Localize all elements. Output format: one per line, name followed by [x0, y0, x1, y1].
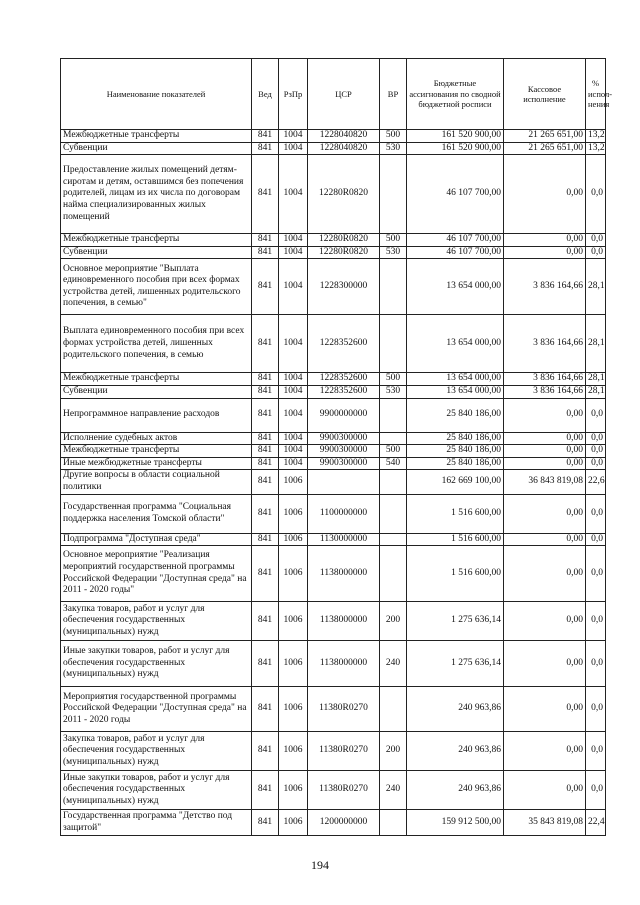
cell-ved: 841	[252, 432, 279, 445]
cell-ved: 841	[252, 398, 279, 432]
cell-vr: 200	[380, 732, 407, 771]
cell-percent: 13,2	[586, 130, 606, 143]
cell-ved: 841	[252, 385, 279, 398]
cell-vr	[380, 687, 407, 732]
cell-ved: 841	[252, 470, 279, 494]
cell-budget: 240 963,86	[407, 732, 504, 771]
cell-rzpr: 1004	[279, 373, 308, 386]
cell-csr: 1200000000	[308, 810, 380, 836]
cell-vr: 200	[380, 602, 407, 641]
cell-name: Межбюджетные трансферты	[61, 234, 252, 247]
cell-csr: 9900300000	[308, 432, 380, 445]
cell-rzpr: 1004	[279, 142, 308, 155]
cell-cash: 0,00	[504, 546, 586, 602]
table-row	[61, 234, 606, 247]
cell-name: Предоставление жилых помещений детям-сиротам и детям, оставшимся без попечения родителей, лицам из их числа по договорам найма специализированных жилых помещений	[61, 155, 252, 234]
cell-percent: 28,1	[586, 315, 606, 373]
cell-name: Мероприятия государственной программы Российской Федерации "Доступная среда" на 2011 - 2020 годы	[61, 687, 252, 732]
header-percent: % испол-нения	[586, 59, 606, 130]
cell-percent: 22,6	[586, 470, 606, 494]
cell-cash: 0,00	[504, 246, 586, 259]
cell-name: Выплата единовременного пособия при всех формах устройства детей, лишенных родительского попечения, в семью	[61, 315, 252, 373]
cell-rzpr: 1004	[279, 130, 308, 143]
cell-ved: 841	[252, 315, 279, 373]
cell-cash: 21 265 651,00	[504, 130, 586, 143]
cell-rzpr: 1004	[279, 432, 308, 445]
cell-ved: 841	[252, 533, 279, 546]
cell-name: Государственная программа "Детство под защитой"	[61, 810, 252, 836]
cell-cash: 0,00	[504, 432, 586, 445]
table-row	[61, 546, 606, 602]
cell-rzpr: 1006	[279, 602, 308, 641]
cell-percent: 0,0	[586, 533, 606, 546]
cell-budget: 46 107 700,00	[407, 234, 504, 247]
cell-vr	[380, 470, 407, 494]
cell-percent: 0,0	[586, 732, 606, 771]
cell-percent: 28,1	[586, 373, 606, 386]
cell-vr: 500	[380, 234, 407, 247]
cell-csr: 1228300000	[308, 259, 380, 315]
cell-percent: 0,0	[586, 457, 606, 470]
cell-vr: 530	[380, 385, 407, 398]
cell-vr: 500	[380, 445, 407, 458]
cell-ved: 841	[252, 155, 279, 234]
cell-percent: 0,0	[586, 155, 606, 234]
cell-percent: 0,0	[586, 602, 606, 641]
cell-percent: 0,0	[586, 432, 606, 445]
cell-cash: 3 836 164,66	[504, 315, 586, 373]
cell-budget: 1 516 600,00	[407, 546, 504, 602]
cell-vr: 530	[380, 142, 407, 155]
cell-csr: 11380R0270	[308, 771, 380, 810]
cell-budget: 46 107 700,00	[407, 155, 504, 234]
table-row	[61, 155, 606, 234]
cell-ved: 841	[252, 373, 279, 386]
cell-name: Межбюджетные трансферты	[61, 373, 252, 386]
cell-cash: 0,00	[504, 641, 586, 687]
cell-percent: 28,1	[586, 385, 606, 398]
cell-percent: 13,2	[586, 142, 606, 155]
cell-ved: 841	[252, 246, 279, 259]
cell-name: Межбюджетные трансферты	[61, 130, 252, 143]
cell-vr: 500	[380, 373, 407, 386]
cell-ved: 841	[252, 546, 279, 602]
cell-budget: 46 107 700,00	[407, 246, 504, 259]
cell-vr: 540	[380, 457, 407, 470]
cell-rzpr: 1006	[279, 641, 308, 687]
header-csr: ЦСР	[308, 59, 380, 130]
cell-vr	[380, 259, 407, 315]
cell-rzpr: 1006	[279, 687, 308, 732]
cell-ved: 841	[252, 142, 279, 155]
cell-ved: 841	[252, 687, 279, 732]
cell-name: Непрограммное направление расходов	[61, 398, 252, 432]
cell-rzpr: 1004	[279, 234, 308, 247]
cell-name: Другие вопросы в области социальной политики	[61, 470, 252, 494]
cell-vr	[380, 546, 407, 602]
table-row	[61, 641, 606, 687]
cell-budget: 1 516 600,00	[407, 533, 504, 546]
table-row	[61, 457, 606, 470]
cell-cash: 3 836 164,66	[504, 373, 586, 386]
cell-rzpr: 1004	[279, 315, 308, 373]
cell-budget: 25 840 186,00	[407, 445, 504, 458]
cell-name: Подпрограмма "Доступная среда"	[61, 533, 252, 546]
cell-percent: 0,0	[586, 687, 606, 732]
cell-percent: 0,0	[586, 641, 606, 687]
cell-cash: 0,00	[504, 398, 586, 432]
cell-csr: 12280R0820	[308, 246, 380, 259]
cell-name: Закупка товаров, работ и услуг для обеспечения государственных (муниципальных) нужд	[61, 602, 252, 641]
table-row	[61, 771, 606, 810]
table-row	[61, 246, 606, 259]
cell-rzpr: 1004	[279, 155, 308, 234]
table-header-row	[61, 59, 606, 130]
cell-cash: 0,00	[504, 494, 586, 533]
cell-budget: 1 275 636,14	[407, 641, 504, 687]
cell-name: Иные закупки товаров, работ и услуг для обеспечения государственных (муниципальных) нужд	[61, 641, 252, 687]
table-row	[61, 810, 606, 836]
cell-name: Основное мероприятие "Выплата единовременного пособия при всех формах устройства детей, лишенных родительского попечения, в семью"	[61, 259, 252, 315]
cell-csr: 9900300000	[308, 445, 380, 458]
cell-budget: 159 912 500,00	[407, 810, 504, 836]
cell-rzpr: 1004	[279, 398, 308, 432]
cell-csr: 1228040820	[308, 142, 380, 155]
cell-ved: 841	[252, 810, 279, 836]
cell-rzpr: 1006	[279, 810, 308, 836]
cell-name: Основное мероприятие "Реализация мероприятий государственной программы Российской Федерации "Доступная среда" на 2011 - 2020 годы"	[61, 546, 252, 602]
cell-percent: 0,0	[586, 398, 606, 432]
cell-budget: 25 840 186,00	[407, 398, 504, 432]
cell-cash: 0,00	[504, 457, 586, 470]
cell-rzpr: 1006	[279, 533, 308, 546]
cell-budget: 25 840 186,00	[407, 432, 504, 445]
cell-budget: 1 275 636,14	[407, 602, 504, 641]
cell-cash: 0,00	[504, 445, 586, 458]
table-row	[61, 373, 606, 386]
cell-vr: 240	[380, 771, 407, 810]
cell-budget: 240 963,86	[407, 687, 504, 732]
cell-name: Иные закупки товаров, работ и услуг для обеспечения государственных (муниципальных) нужд	[61, 771, 252, 810]
cell-csr: 1138000000	[308, 641, 380, 687]
cell-budget: 13 654 000,00	[407, 259, 504, 315]
cell-cash: 35 843 819,08	[504, 810, 586, 836]
cell-cash: 0,00	[504, 687, 586, 732]
cell-rzpr: 1004	[279, 385, 308, 398]
cell-percent: 0,0	[586, 445, 606, 458]
table-row	[61, 398, 606, 432]
cell-ved: 841	[252, 445, 279, 458]
page-number: 194	[311, 858, 329, 872]
cell-percent: 0,0	[586, 234, 606, 247]
cell-vr	[380, 155, 407, 234]
cell-ved: 841	[252, 234, 279, 247]
cell-rzpr: 1004	[279, 246, 308, 259]
cell-csr: 9900000000	[308, 398, 380, 432]
cell-name: Исполнение судебных актов	[61, 432, 252, 445]
cell-vr: 530	[380, 246, 407, 259]
table-row	[61, 602, 606, 641]
cell-percent: 0,0	[586, 546, 606, 602]
cell-rzpr: 1006	[279, 494, 308, 533]
cell-ved: 841	[252, 259, 279, 315]
cell-budget: 1 516 600,00	[407, 494, 504, 533]
cell-cash: 0,00	[504, 602, 586, 641]
cell-ved: 841	[252, 602, 279, 641]
cell-name: Государственная программа "Социальная поддержка населения Томской области"	[61, 494, 252, 533]
cell-budget: 240 963,86	[407, 771, 504, 810]
cell-csr: 1130000000	[308, 533, 380, 546]
cell-ved: 841	[252, 732, 279, 771]
cell-csr: 1138000000	[308, 602, 380, 641]
cell-csr: 1228352600	[308, 385, 380, 398]
cell-csr: 1138000000	[308, 546, 380, 602]
cell-cash: 3 836 164,66	[504, 385, 586, 398]
cell-rzpr: 1006	[279, 732, 308, 771]
cell-budget: 161 520 900,00	[407, 142, 504, 155]
cell-name: Межбюджетные трансферты	[61, 445, 252, 458]
cell-percent: 22,4	[586, 810, 606, 836]
table-row	[61, 130, 606, 143]
cell-vr: 240	[380, 641, 407, 687]
cell-vr	[380, 315, 407, 373]
cell-budget: 25 840 186,00	[407, 457, 504, 470]
table-row	[61, 315, 606, 373]
cell-ved: 841	[252, 494, 279, 533]
header-budget: Бюджетные ассигнования по сводной бюджетной росписи	[407, 59, 504, 130]
cell-percent: 0,0	[586, 771, 606, 810]
table-row	[61, 732, 606, 771]
cell-rzpr: 1004	[279, 259, 308, 315]
cell-cash: 0,00	[504, 533, 586, 546]
cell-percent: 0,0	[586, 246, 606, 259]
cell-vr	[380, 432, 407, 445]
cell-vr	[380, 810, 407, 836]
cell-budget: 161 520 900,00	[407, 130, 504, 143]
cell-vr	[380, 494, 407, 533]
cell-cash: 0,00	[504, 771, 586, 810]
header-cash: Кассовое исполнение	[504, 59, 586, 130]
cell-csr: 1228352600	[308, 315, 380, 373]
cell-csr: 11380R0270	[308, 687, 380, 732]
cell-budget: 13 654 000,00	[407, 315, 504, 373]
cell-vr	[380, 533, 407, 546]
table-row	[61, 687, 606, 732]
cell-csr	[308, 470, 380, 494]
cell-cash: 21 265 651,00	[504, 142, 586, 155]
cell-percent: 28,1	[586, 259, 606, 315]
cell-vr	[380, 398, 407, 432]
cell-name: Субвенции	[61, 385, 252, 398]
cell-name: Иные межбюджетные трансферты	[61, 457, 252, 470]
table-row	[61, 142, 606, 155]
cell-csr: 1228352600	[308, 373, 380, 386]
cell-budget: 13 654 000,00	[407, 385, 504, 398]
cell-ved: 841	[252, 130, 279, 143]
cell-cash: 0,00	[504, 234, 586, 247]
cell-name: Субвенции	[61, 142, 252, 155]
table-row	[61, 432, 606, 445]
cell-csr: 11380R0270	[308, 732, 380, 771]
cell-cash: 0,00	[504, 155, 586, 234]
cell-budget: 162 669 100,00	[407, 470, 504, 494]
table-row	[61, 445, 606, 458]
cell-percent: 0,0	[586, 494, 606, 533]
header-name: Наименование показателей	[61, 59, 252, 130]
table-row	[61, 470, 606, 494]
cell-rzpr: 1004	[279, 457, 308, 470]
table-row	[61, 259, 606, 315]
cell-csr: 12280R0820	[308, 234, 380, 247]
cell-rzpr: 1006	[279, 470, 308, 494]
cell-ved: 841	[252, 641, 279, 687]
cell-ved: 841	[252, 771, 279, 810]
cell-name: Закупка товаров, работ и услуг для обеспечения государственных (муниципальных) нужд	[61, 732, 252, 771]
cell-vr: 500	[380, 130, 407, 143]
cell-rzpr: 1006	[279, 546, 308, 602]
cell-csr: 1228040820	[308, 130, 380, 143]
header-rzpr: РзПр	[279, 59, 308, 130]
cell-csr: 1100000000	[308, 494, 380, 533]
cell-cash: 36 843 819,08	[504, 470, 586, 494]
budget-execution-table	[60, 58, 613, 836]
cell-csr: 12280R0820	[308, 155, 380, 234]
header-ved: Вед	[252, 59, 279, 130]
table-row	[61, 533, 606, 546]
cell-csr: 9900300000	[308, 457, 380, 470]
table-row	[61, 385, 606, 398]
table-row	[61, 494, 606, 533]
cell-cash: 0,00	[504, 732, 586, 771]
cell-ved: 841	[252, 457, 279, 470]
cell-rzpr: 1004	[279, 445, 308, 458]
cell-name: Субвенции	[61, 246, 252, 259]
cell-rzpr: 1006	[279, 771, 308, 810]
cell-budget: 13 654 000,00	[407, 373, 504, 386]
header-vr: ВР	[380, 59, 407, 130]
cell-cash: 3 836 164,66	[504, 259, 586, 315]
